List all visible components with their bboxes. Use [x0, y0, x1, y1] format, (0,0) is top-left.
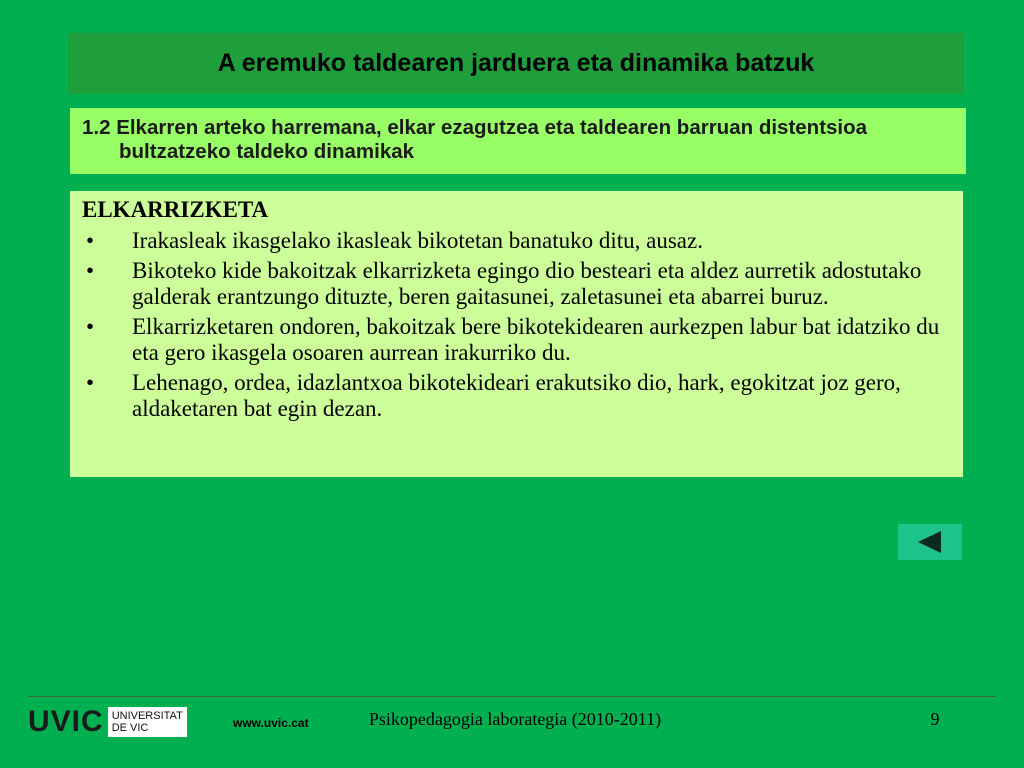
logo-line1: UNIVERSITAT — [111, 710, 183, 722]
bullet-list — [82, 228, 953, 422]
bullet-marker: • — [86, 228, 95, 253]
logo-wordmark — [108, 707, 187, 737]
footer-course-title: Psikopedagogia laborategia (2010-2011) — [368, 709, 662, 729]
subtitle-box — [70, 108, 966, 174]
logo-mark: UVIC — [28, 705, 104, 738]
bullet-text: Bikoteko kide bakoitzak elkarrizketa egingo dio besteari eta aldez aurretik adostutako galderak erantzungo dituzte, beren gaitasunei, zaletasunei eta abarrei buruz. — [132, 258, 922, 309]
content-box — [70, 191, 963, 477]
bullet-text: Irakasleak ikasgelako ikasleak bikotetan banatuko ditu, ausaz. — [132, 228, 703, 253]
bullet-marker: • — [86, 314, 95, 339]
bullet-marker: • — [86, 258, 95, 283]
bullet-text: Elkarrizketaren ondoren, bakoitzak bere bikotekidearen aurkezpen labur bat idatziko du eta gero ikasgela osoaren aurrean irakurriko du. — [132, 314, 940, 365]
list-item — [82, 370, 953, 422]
slide-title-bar — [68, 33, 964, 94]
university-logo — [28, 707, 214, 737]
footer-divider — [28, 696, 996, 697]
content-heading: ELKARRIZKETA — [82, 197, 269, 222]
triangle-left-icon — [915, 530, 945, 554]
logo-line2: DE VIC — [111, 722, 149, 734]
bullet-marker: • — [86, 370, 95, 395]
list-item — [82, 258, 953, 310]
page-number: 9 — [930, 709, 940, 729]
list-item — [82, 314, 953, 366]
slide-title: A eremuko taldearen jarduera eta dinamika batzuk — [217, 49, 815, 77]
subtitle-text: 1.2 Elkarren arteko harremana, elkar ezagutzea eta taldearen barruan distentsioa bultzatzeko taldeko dinamikak — [82, 116, 868, 163]
back-button[interactable] — [898, 524, 962, 560]
list-item — [82, 228, 953, 254]
bullet-text: Lehenago, ordea, idazlantxoa bikotekideari erakutsiko dio, hark, egokitzat joz gero, aldaketaren bat egin dezan. — [132, 370, 901, 421]
footer-url: www.uvic.cat — [233, 716, 309, 730]
